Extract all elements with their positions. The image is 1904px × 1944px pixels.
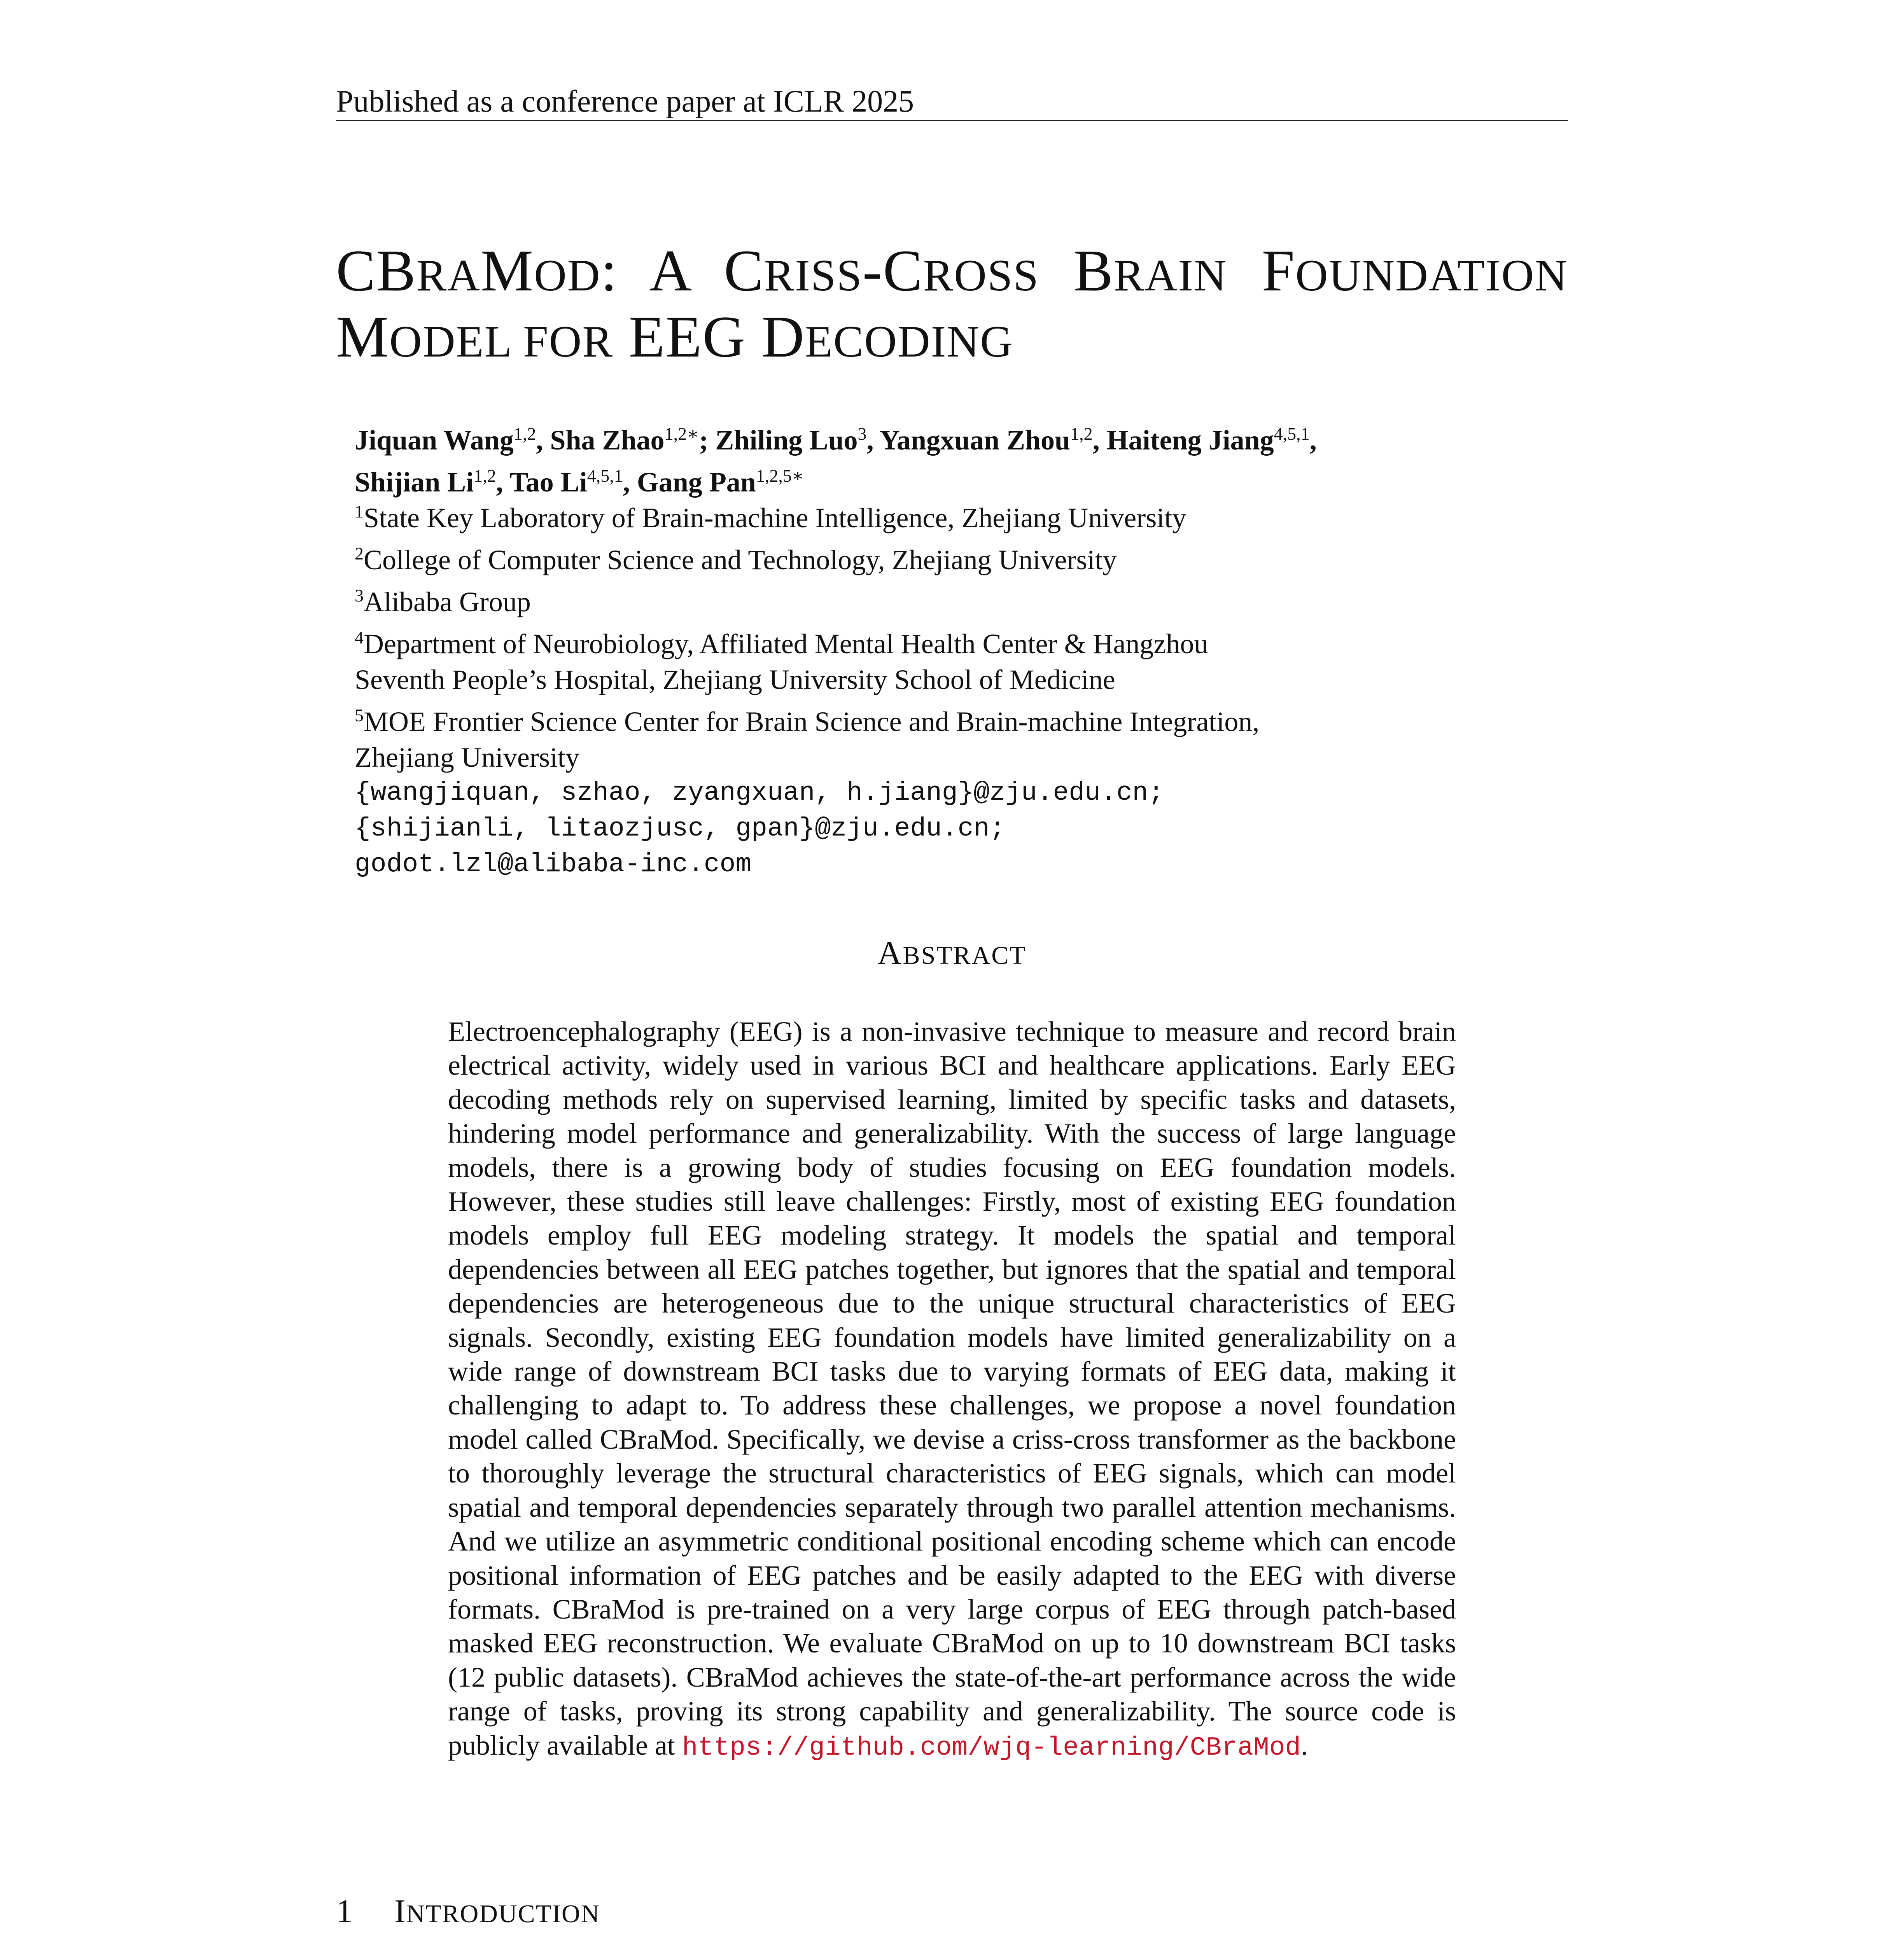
section-heading-introduction: 1 INTRODUCTION (336, 1892, 600, 1930)
abstract-heading: ABSTRACT (877, 934, 1027, 971)
code-link[interactable]: https://github.com/wjq-learning/CBraMod (682, 1732, 1301, 1763)
email-line-3: godot.lzl@alibaba-inc.com (355, 850, 752, 879)
paper-title-line2: MODEL FOR EEG DECODING (336, 304, 1013, 369)
email-line-1: {wangjiquan, szhao, zyangxuan, h.jiang}@zju.edu.cn; (355, 778, 1164, 808)
affiliations (355, 494, 1560, 883)
affiliation-1: $^1$State Key Laboratory of Brain-machine Intelligence, Zhejiang University (355, 502, 1186, 533)
header-rule (336, 120, 1568, 121)
affiliation-4: $^4$Department of Neurobiology, Affiliated Mental Health Center & Hangzhou (355, 628, 1208, 659)
author-list: Jiquan Wang$^{1,2}$, Sha Zhao$^{1,2∗}$; Zhiling Luo$^3$, Yangxuan Zhou$^{1,2}$, Haiteng Jiang$^{4,5,1}$, Shijian Li$^{1,2}$, Tao Li$^{4,5,1}$, Gang Pan$^{1,2,5∗}$ (355, 424, 1317, 498)
running-header: Published as a conference paper at ICLR 2025 (336, 84, 914, 119)
paper-title-line1: CBRAMOD: A CRISS-CROSS BRAIN FOUNDATION (336, 238, 1568, 303)
abstract-text: Electroencephalography (EEG) is a non-invasive technique to measure and record brain electrical activity, widely used in various BCI and healthcare applications. Early EEG decoding methods rely on supervised learning, limited by specific tasks and datasets, hindering model performance and generalizability. With the success of large language models, there is a growing body of studies focusing on EEG foundation models. However, these studies still leave challenges: Firstly, most of existing EEG foundation models employ full EEG modeling strategy. It models the spatial and temporal dependencies between all EEG patches together, but ignores that the spatial and temporal dependencies are heterogeneous due to the unique structural characteristics of EEG signals. Secondly, existing EEG foundation models have limited generalizability on a wide range of downstream BCI tasks due to varying formats of EEG data, making it challenging to adapt to. To address these challenges, we propose a novel foundation model called CBraMod. Specifically, we devise a criss-cross transformer as the backbone to thoroughly leverage the structural characteristics of EEG signals, which can model spatial and temporal dependencies separately through two parallel attention mechanisms. And we utilize an asymmetric conditional positional encoding scheme which can encode positional information of EEG patches and be easily adapted to the EEG with diverse formats. CBraMod is pre-trained on a very large corpus of EEG through patch-based masked EEG reconstruction. We evaluate CBraMod on up to 10 downstream BCI tasks (12 public datasets). CBraMod achieves the state-of-the-art performance across the wide range of tasks, proving its strong capability and generalizability. The source code is publicly available at https://github.com/wjq-learning/CBraMod. (448, 1016, 1456, 1763)
email-line-2: {shijianli, litaozjusc, gpan}@zju.edu.cn; (355, 814, 1006, 844)
affiliation-5-cont: Zhejiang University (355, 742, 579, 773)
affiliation-5: $^5$MOE Frontier Science Center for Brain Science and Brain-machine Integration, (355, 705, 1260, 737)
affiliation-3: $^3$Alibaba Group (355, 586, 531, 617)
affiliation-4-cont: Seventh People’s Hospital, Zhejiang University School of Medicine (355, 664, 1115, 695)
affiliation-2: $^2$College of Computer Science and Technology, Zhejiang University (355, 544, 1117, 575)
